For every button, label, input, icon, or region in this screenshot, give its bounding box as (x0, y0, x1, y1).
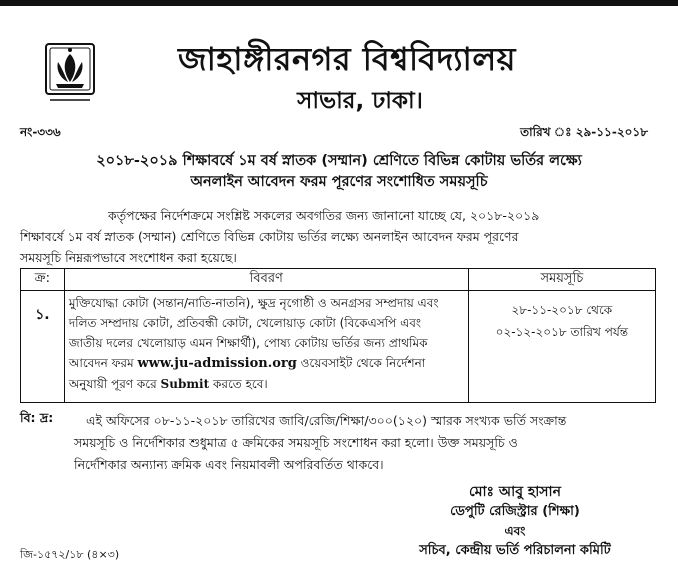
issue-date: তারিখ ঃ ২৯-১১-২০১৮ (520, 125, 648, 139)
notice-title-line-2: অনলাইন আবেদন ফরম পূরণের সংশোধিত সময়সূচি (190, 174, 488, 190)
intro-line: সময়সূচি নিম্নরূপভাবে সংশোধন করা হয়েছে। (20, 250, 237, 265)
note-line: নির্দেশিকার অন্যান্য ক্রমিক এবং নিয়মাবলী অপরিবর্তিত থাকবে। (74, 457, 384, 472)
university-name: জাহাঙ্গীরনগর বিশ্ববিদ্যালয় (177, 40, 517, 78)
row-schedule (468, 291, 655, 403)
description-text: ওয়েবসাইট থেকে নির্দেশনা (296, 356, 426, 370)
description-line (69, 353, 464, 374)
university-place: সাভার, ঢাকা। (297, 88, 423, 114)
header-serial: ক্র: (21, 269, 65, 291)
description-line: দলিত সম্প্রদায় কোটা, প্রতিবন্ধী কোটা, খেলোয়াড় কোটা (বিকেএসপি এবং (68, 316, 422, 330)
intro-line: শিক্ষাবর্ষে ১ম বর্ষ স্নাতক (সম্মান) শ্রেণিতে বিভিন্ন কোটায় ভর্তির লক্ষ্যে অনলাইন আবেদন ফরম পূরণের (20, 229, 519, 244)
note-line: এই অফিসের ০৮-১১-২০১৮ তারিখের জাবি/রেজি/শিক্ষা/৩০০(১২০) স্মারক সংখ্যক ভর্তি সংক্রান্ত (86, 413, 567, 428)
description-line: জাতীয় দলের খেলোয়াড় এমন শিক্ষার্থী), পোষ্য কোটায় ভর্তির জন্য প্রাথমিক (68, 336, 428, 350)
signatory-designation: ডেপুটি রেজিস্ট্রার (শিক্ষা) (450, 504, 580, 519)
top-border (0, 0, 678, 6)
note-label: বি: দ্র: (20, 410, 54, 425)
print-code: জি-১৫৭২/১৮ (৪×৩) (20, 548, 120, 561)
description-line: মুক্তিযোদ্ধা কোটা (সন্তান/নাতি-নাতনি), ক্ষুদ্র নৃগোষ্ঠী ও অনগ্রসর সম্প্রদায় এবং (68, 296, 439, 310)
table-row (21, 291, 656, 403)
description-text: আবেদন ফরম (68, 356, 138, 370)
description-text: করতে হবে। (209, 377, 268, 391)
admission-website-link[interactable]: www.ju-admission.org (137, 356, 297, 371)
table-header-row (21, 269, 656, 291)
note-line: সময়সূচি ও নির্দেশিকার শুধুমাত্র ৫ ক্রমিকের সময়সূচি সংশোধন করা হলো। উক্ত সময়সূচি ও (74, 435, 518, 450)
notice-title-line-1: ২০১৮-২০১৯ শিক্ষাবর্ষে ১ম বর্ষ স্নাতক (সম্মান) শ্রেণিতে বিভিন্ন কোটায় ভর্তির লক্ষ্যে (96, 153, 582, 169)
schedule-table (20, 268, 656, 403)
row-description (64, 291, 468, 403)
description-text: অনুযায়ী পূরণ করে (68, 377, 161, 391)
signatory-name: মোঃ আবু হাসান (469, 484, 561, 500)
schedule-start: ২৮-১১-২০১৮ থেকে (511, 303, 613, 317)
university-logo (40, 40, 100, 106)
memo-number: নং-৩৩৬ (20, 125, 61, 139)
intro-paragraph (20, 205, 658, 268)
signatory-conjunction: এবং (504, 524, 526, 538)
row-serial: ১. (21, 291, 65, 403)
intro-line: কর্তৃপক্ষের নির্দেশক্রমে সংশ্লিষ্ট সকলের অবগতির জন্য জানানো যাচ্ছে যে, ২০১৮-২০১৯ (108, 208, 540, 223)
signatory-designation-2: সচিব, কেন্দ্রীয় ভর্তি পরিচালনা কমিটি (419, 543, 611, 558)
submit-word: Submit (160, 377, 210, 391)
description-line (69, 374, 464, 394)
header-schedule: সময়সূচি (468, 269, 655, 291)
header-description: বিবরণ (64, 269, 468, 291)
note-paragraph (74, 410, 658, 476)
schedule-end: ০২-১২-২০১৮ তারিখ পর্যন্ত (495, 325, 629, 339)
